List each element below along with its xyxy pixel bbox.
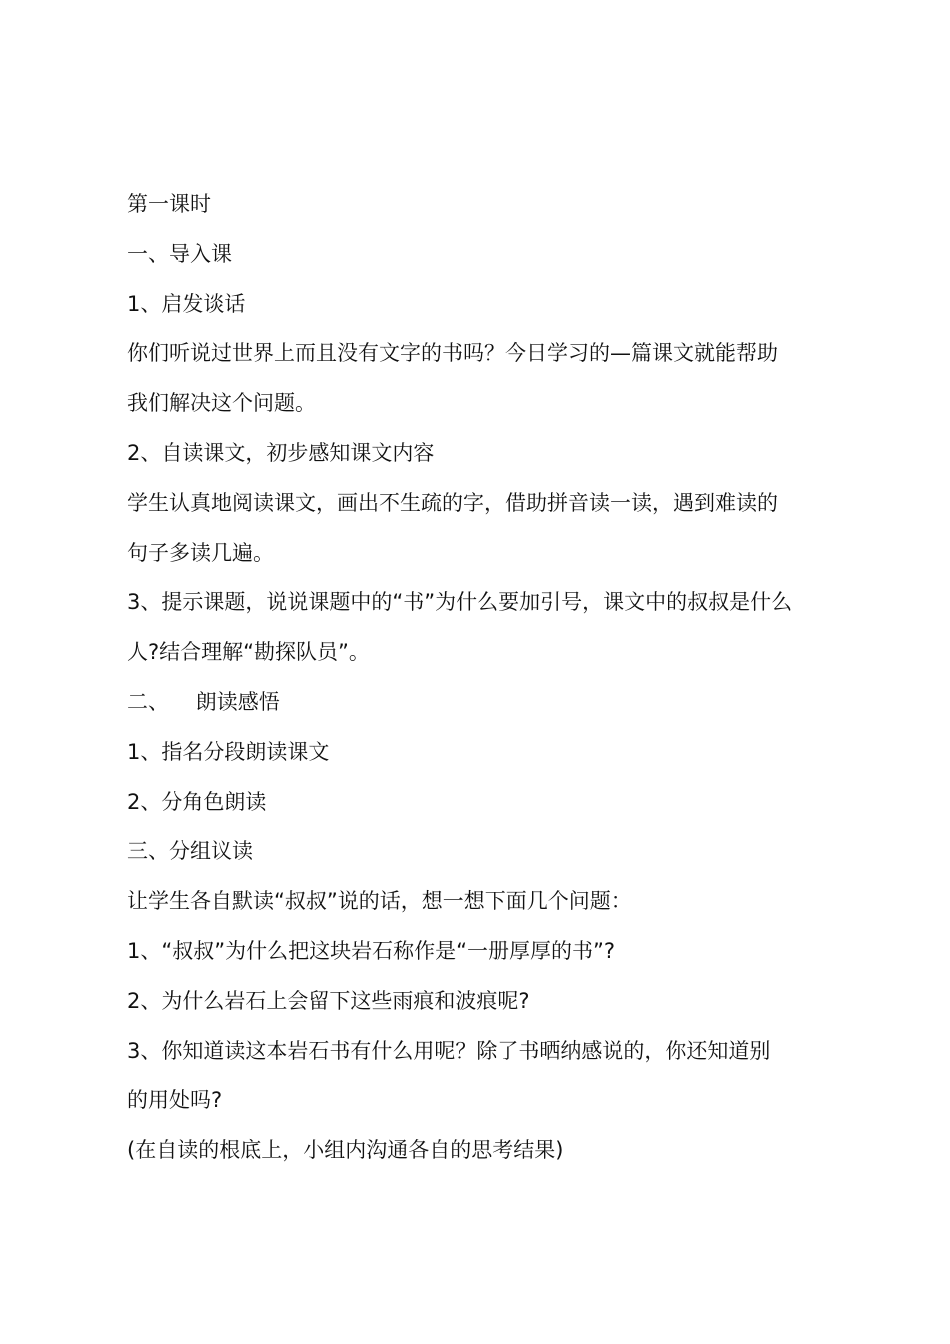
step-heading: 1、启发谈话 (127, 291, 246, 316)
paragraph-line: 人?结合理解“勘探队员”。 (127, 640, 370, 665)
step-heading: 3、提示课题，说说课题中的“书”为什么要加引号，课文中的叔叔是什么 (127, 590, 793, 615)
paragraph-line: 句子多读几遍。 (127, 540, 274, 565)
paragraph-line: 我们解决这个问题。 (127, 391, 316, 416)
step-heading: 1、指名分段朗读课文 (127, 739, 330, 764)
section-heading-3: 三、分组议读 (127, 839, 253, 864)
paragraph-line: 让学生各自默读“叔叔”说的话，想一想下面几个问题： (127, 889, 632, 914)
paragraph-line: 你们听说过世界上而且没有文字的书吗？今日学习的—篇课文就能帮助 (127, 341, 778, 366)
note-line: (在自读的根底上，小组内沟通各自的思考结果) (127, 1138, 564, 1163)
paragraph-line: 的用处吗? (127, 1088, 223, 1113)
step-heading: 2、自读课文，初步感知课文内容 (127, 440, 435, 465)
lesson-title: 第一课时 (127, 192, 211, 216)
step-heading: 2、分角色朗读 (127, 789, 267, 814)
question-item: 1、“叔叔”为什么把这块岩石称作是“一册厚厚的书”? (127, 938, 616, 963)
question-item: 2、为什么岩石上会留下这些雨痕和波痕呢? (127, 988, 530, 1013)
document-body (127, 180, 837, 1176)
paragraph-line: 学生认真地阅读课文，画出不生疏的字，借助拼音读一读，遇到难读的 (127, 490, 778, 515)
section-heading-2: 二、 朗读感悟 (127, 689, 280, 714)
question-item: 3、你知道读这本岩石书有什么用呢？除了书晒纳感说的，你还知道别 (127, 1038, 771, 1063)
section-heading-1: 一、导入课 (127, 241, 232, 266)
